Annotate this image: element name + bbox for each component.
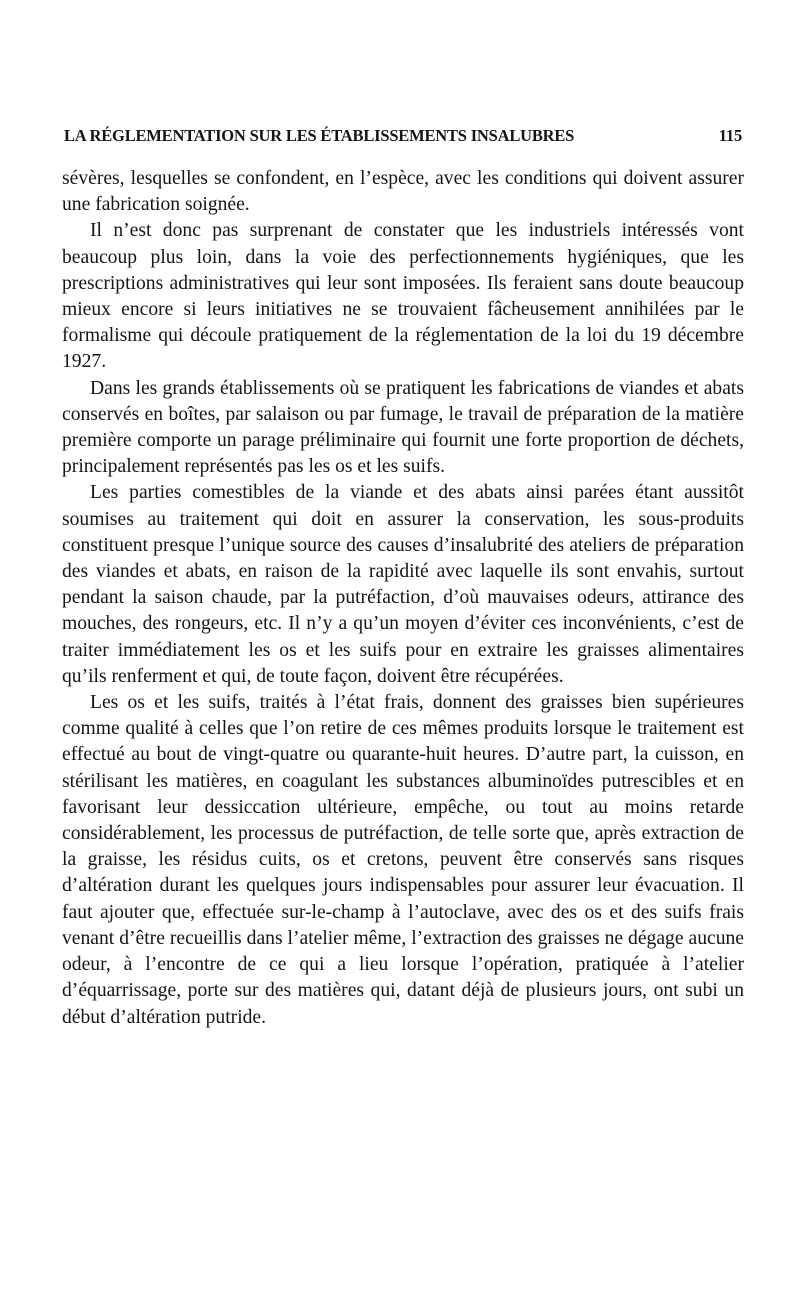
paragraph: Il n’est donc pas surprenant de constater que les industriels intéressés vont beaucoup plus loin, dans la voie des perfectionnements hygiéniques, que les prescriptions administratives qui leur sont imposées. Ils feraient sans doute beaucoup mieux encore si leurs initiatives ne se trouvaient fâcheusement annihilées par le formalisme qui découle pratiquement de la réglementation de la loi du 19 décembre 1927. bbox=[62, 220, 744, 373]
paragraph-continued: sévères, lesquelles se confondent, en l’espèce, avec les conditions qui doivent assurer une fabrication soignée. bbox=[62, 168, 744, 216]
page-number: 115 bbox=[718, 126, 742, 145]
running-header bbox=[64, 126, 742, 152]
paragraph: Dans les grands établissements où se pratiquent les fabrications de viandes et abats conservés en boîtes, par salaison ou par fumage, le travail de préparation de la matière première comporte un parage préliminaire qui fournit une forte proportion de déchets, principalement représentés pas les os et les suifs. bbox=[62, 377, 744, 478]
paragraph: Les os et les suifs, traités à l’état frais, donnent des graisses bien supérieures comme qualité à celles que l’on retire de ces mêmes produits lorsque le traitement est effectué au bout de vingt-quatre ou quarante-huit heures. D’autre part, la cuisson, en stérilisant les matières, en coagulant les substances albuminoïdes putrescibles et en favorisant leur dessiccation ultérieure, empêche, ou tout au moins retarde considérablement, les processus de putréfaction, de telle sorte que, après extraction de la graisse, les résidus cuits, os et cretons, peuvent être conservés sans risques d’altération durant les quelques jours indispensables pour assurer leur évacuation. Il faut ajouter que, effectuée sur-le-champ à l’autoclave, avec des os et des suifs frais venant d’être recueillis dans l’atelier même, l’extraction des graisses ne dégage aucune odeur, à l’encontre de ce qui a lieu lorsque l’opération, pratiquée à l’atelier d’équarrissage, porte sur des matières qui, datant déjà de plusieurs jours, ont subi un début d’altération putride. bbox=[62, 692, 744, 1028]
paragraph: Les parties comestibles de la viande et des abats ainsi parées étant aussitôt soumises au traitement qui doit en assurer la conservation, les sous-produits constituent presque l’unique source des causes d’insalubrité des ateliers de préparation des viandes et abats, en raison de la rapidité avec laquelle ils sont envahis, surtout pendant la saison chaude, par la putréfaction, d’où mauvaises odeurs, attirance des mouches, des rongeurs, etc. Il n’y a qu’un moyen d’éviter ces inconvénients, c’est de traiter immédiatement les os et les suifs pour en extraire les graisses alimentaires qu’ils renferment et qui, de toute façon, doivent être récupérées. bbox=[62, 482, 744, 687]
body-text bbox=[62, 166, 744, 1031]
running-header-title: LA RÉGLEMENTATION SUR LES ÉTABLISSEMENTS INSALUBRES bbox=[64, 126, 575, 145]
